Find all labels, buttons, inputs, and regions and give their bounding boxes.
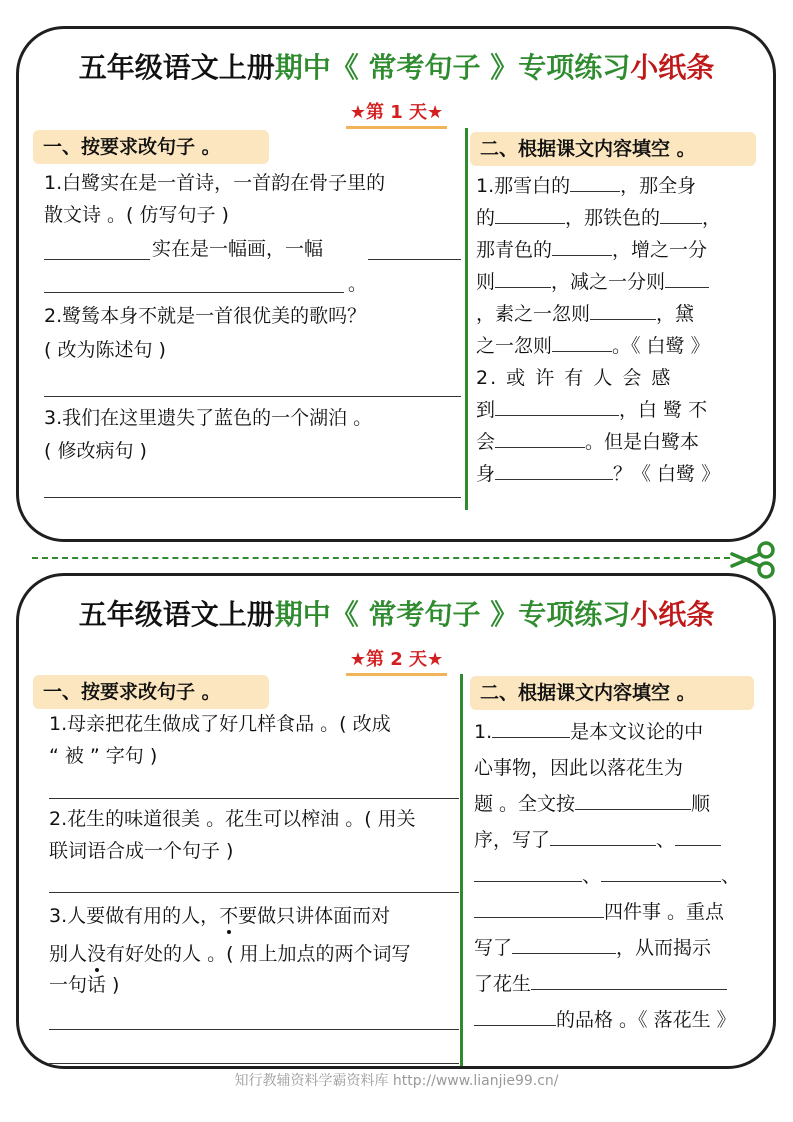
card2-q2-text: 2.花生的味道很美 。花生可以榨油 。( 用关 — [49, 808, 416, 830]
card2-day-label: ★第 2 天★ — [0, 645, 793, 676]
card1-r-line-3: 那青色的 ，增之一分 — [476, 234, 707, 267]
card2-r-blank[interactable] — [474, 1005, 556, 1026]
card1-q1-blank-2[interactable] — [368, 259, 461, 260]
card2-q2-instruction: 联词语合成一个句子 ) — [49, 840, 234, 862]
card2-q3-dotted-word-1: 不 — [219, 905, 239, 927]
card1-r-blank[interactable] — [552, 235, 612, 256]
card1-left-section-header: 一、按要求改句子 。 — [33, 130, 269, 164]
card2-r-blank[interactable] — [492, 717, 570, 738]
card1-q2-instruction: ( 改为陈述句 ) — [44, 339, 166, 361]
card2-title-note: 小纸条 — [630, 598, 715, 631]
card1-q3-answer-line[interactable] — [44, 497, 461, 498]
card1-r-blank[interactable] — [660, 203, 702, 224]
card2-left-section-header: 一、按要求改句子 。 — [33, 675, 269, 709]
card1-q3-instruction: ( 修改病句 ) — [44, 440, 147, 462]
card1-r-line-9: 会 。但是白鹭本 — [476, 426, 699, 459]
card2-r-blank[interactable] — [531, 969, 727, 990]
card2-right-section-header: 二、根据课文内容填空 。 — [470, 676, 754, 710]
card2-r-blank[interactable] — [601, 861, 721, 882]
card2-r-blank[interactable] — [575, 789, 691, 810]
card2-title — [0, 593, 793, 633]
card1-q1-instruction: 散文诗 。( 仿写句子 ) — [44, 204, 229, 226]
card1-q2-text: 2.鹭鸶本身不就是一首很优美的歌吗？ — [44, 305, 367, 327]
card1-r-blank[interactable] — [495, 203, 565, 224]
card2-r-line-3: 题 。全文按 顺 — [474, 788, 710, 821]
card1-q1-blank-3[interactable] — [44, 292, 344, 293]
card2-r-blank[interactable] — [474, 861, 582, 882]
card1-r-line-4: 则 ，减之一分则 — [476, 266, 709, 299]
card2-title-topic: 期中《 常考句子 》专项练习 — [274, 598, 631, 631]
card1-title-topic: 期中《 常考句子 》专项练习 — [274, 51, 631, 84]
card1-q1-end-mark: 。 — [348, 273, 368, 295]
card2-q1-text: 1.母亲把花生做成了好几样食品 。( 改成 — [49, 713, 391, 735]
card2-column-divider — [460, 674, 463, 1066]
card1-r-line-2: 的 ，那铁色的 ， — [476, 202, 721, 235]
card1-r-line-5: ，素之一忽则 ，黛 — [476, 298, 694, 331]
card2-q3-line-2: 别人没有好处的人 。( 用上加点的两个词写 — [49, 943, 411, 965]
card1-right-section-header: 二、根据课文内容填空 。 — [470, 132, 756, 166]
card1-r-blank[interactable] — [590, 299, 656, 320]
card1-title-grade: 五年级语文上册 — [78, 51, 275, 84]
card2-q3-instruction: 一句话 ) — [49, 974, 120, 996]
card2-q3-answer-line-2[interactable] — [49, 1063, 459, 1064]
card1-q1-text: 1.白鹭实在是一首诗，一首韵在骨子里的 — [44, 172, 386, 194]
card1-column-divider — [465, 128, 468, 510]
card2-r-blank[interactable] — [675, 825, 721, 846]
card2-r-blank[interactable] — [512, 933, 616, 954]
card2-r-line-9: 的品格 。《 落花生 》 — [474, 1004, 736, 1037]
card1-r-blank[interactable] — [495, 395, 619, 416]
card1-r-line-10: 身 ？《 白鹭 》 — [476, 458, 720, 491]
card2-r-line-4: 序，写了 、 — [474, 824, 721, 857]
cut-dashed-line — [32, 557, 730, 559]
card1-q1-prompt: 实在是一幅画，一幅 — [152, 238, 324, 260]
card1-r-blank[interactable] — [570, 171, 620, 192]
card1-r-blank[interactable] — [552, 331, 612, 352]
card1-r-blank[interactable] — [665, 267, 709, 288]
card2-r-line-6: 四件事 。重点 — [474, 896, 724, 929]
card2-q3-line-1: 3.人要做有用的人，不要做只讲体面而对 — [49, 905, 391, 927]
card1-r-line-7: 2. 或 许 有 人 会 感 — [476, 367, 673, 389]
card2-q2-answer-line[interactable] — [49, 892, 459, 893]
card2-q1-instruction: “ 被 ” 字句 ) — [49, 745, 158, 767]
card1-q1-blank-1[interactable] — [44, 259, 150, 260]
card2-r-blank[interactable] — [474, 897, 604, 918]
card2-q3-answer-line-1[interactable] — [49, 1029, 459, 1030]
card1-r-line-6: 之一忽则 。《 白鹭 》 — [476, 330, 710, 363]
card1-r-blank[interactable] — [495, 427, 585, 448]
card1-title-note: 小纸条 — [630, 51, 715, 84]
footer-watermark: 知行教辅资料学霸资料库 http://www.lianjie99.cn/ — [234, 1073, 559, 1089]
card1-q3-text: 3.我们在这里遗失了蓝色的一个湖泊 。 — [44, 407, 373, 429]
card2-q3-dotted-word-2: 没 — [87, 943, 107, 965]
card2-title-grade: 五年级语文上册 — [78, 598, 275, 631]
card2-r-line-7: 写了 ，从而揭示 — [474, 932, 711, 965]
card1-title — [0, 46, 793, 86]
card1-r-blank[interactable] — [495, 267, 551, 288]
card2-r-blank[interactable] — [550, 825, 656, 846]
card1-day-label: ★第 1 天★ — [0, 98, 793, 129]
card1-r-blank[interactable] — [495, 459, 613, 480]
card2-r-line-2: 心事物，因此以落花生为 — [474, 757, 684, 779]
card1-q2-answer-line[interactable] — [44, 396, 461, 397]
card1-r-line-8: 到 ，白 鹭 不 — [476, 394, 707, 427]
card2-r-line-1: 1. 是本文议论的中 — [474, 716, 703, 749]
card1-r-line-1: 1.那雪白的 ，那全身 — [476, 170, 696, 203]
card2-r-line-5: 、 、 — [474, 860, 740, 893]
card2-r-line-8: 了花生 — [474, 968, 727, 1001]
card2-q1-answer-line[interactable] — [49, 798, 459, 799]
